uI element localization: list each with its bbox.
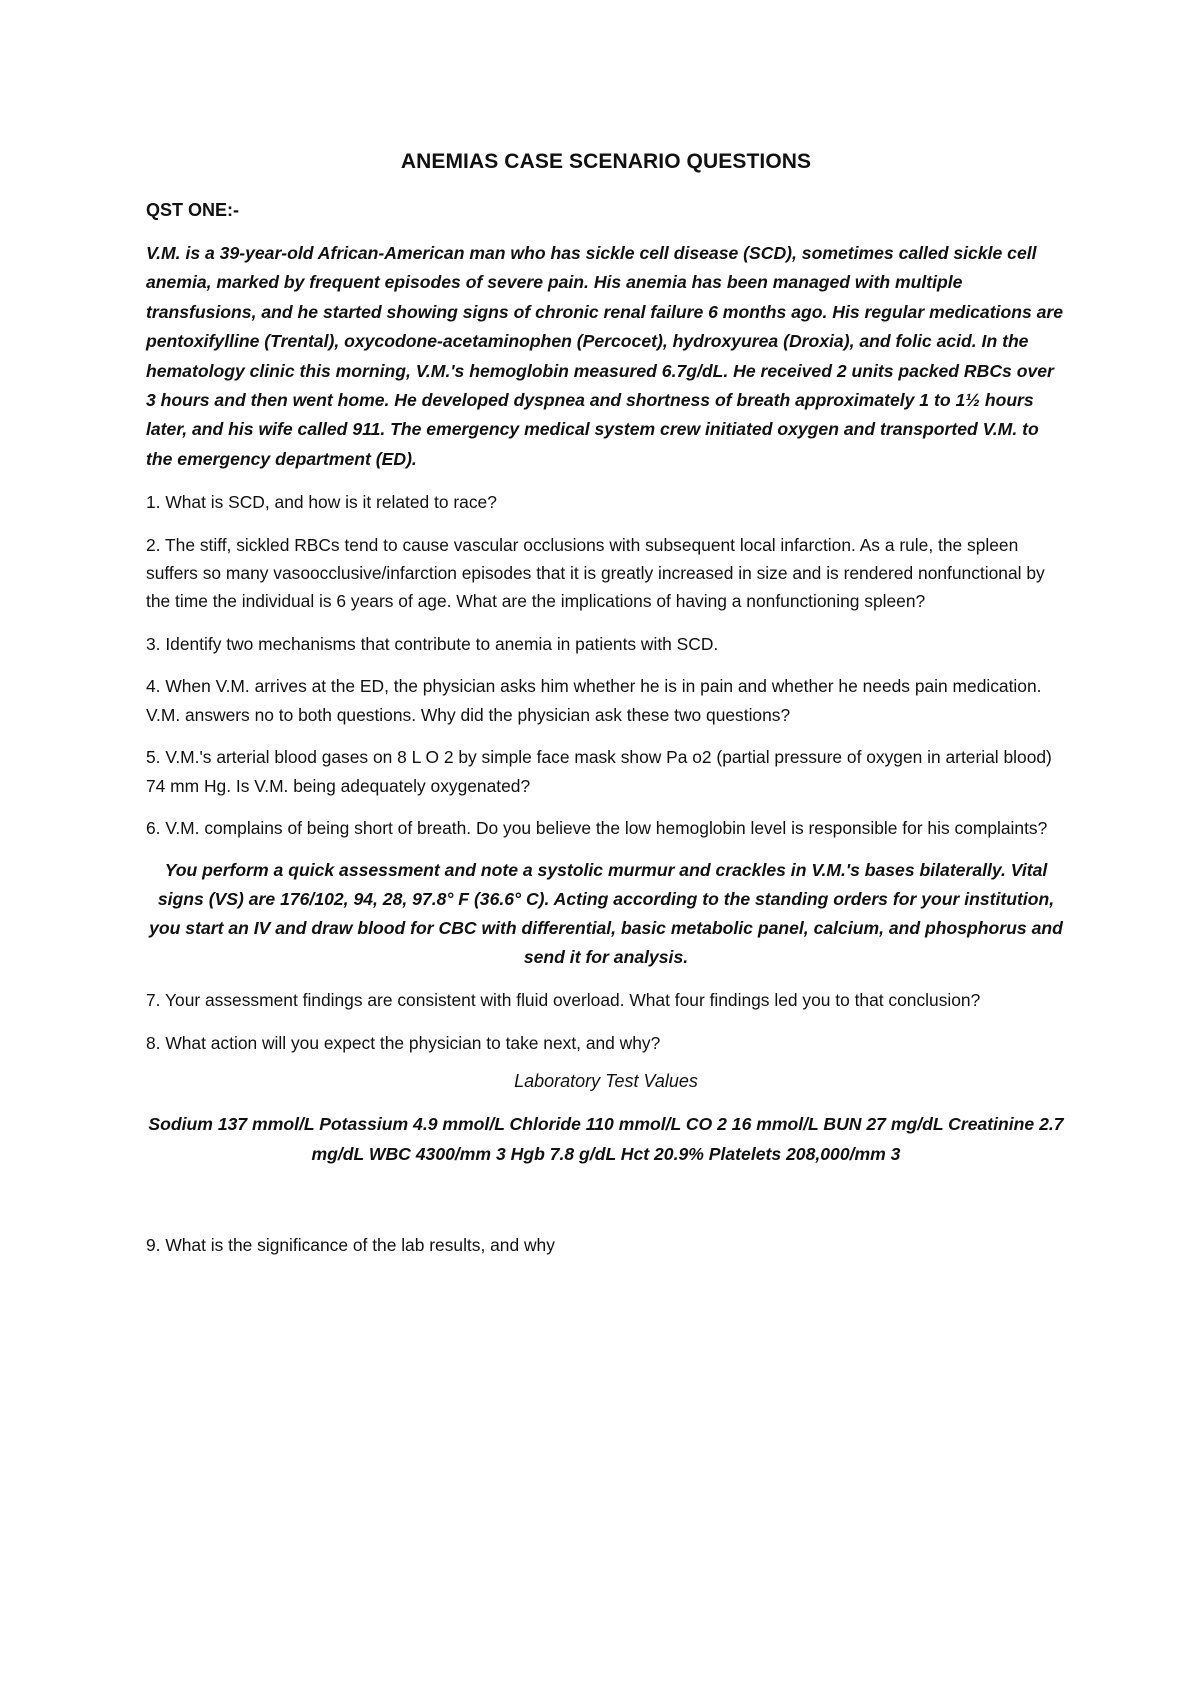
section-label: QST ONE:-	[146, 200, 239, 220]
question-5: 5. V.M.'s arterial blood gases on 8 L O 2 by simple face mask show Pa o2 (partial pressure of oxygen in arterial blood) 74 mm Hg. Is V.M. being adequately oxygenated?	[146, 747, 1052, 796]
case-scenario-paragraph: V.M. is a 39-year-old African-American man who has sickle cell disease (SCD), sometimes called sickle cell anemia, marked by frequent episodes of severe pain. His anemia has been managed with multiple transfusions, and he started showing signs of chronic renal failure 6 months ago. His regular medications are pentoxifylline (Trental), oxycodone-acetaminophen (Percocet), hydroxyurea (Droxia), and folic acid. In the hematology clinic this morning, V.M.'s hemoglobin measured 6.7g/dL. He received 2 units packed RBCs over 3 hours and then went home. He developed dyspnea and shortness of breath approximately 1 to 1½ hours later, and his wife called 911. The emergency medical system crew initiated oxygen and transported V.M. to the emergency department (ED).	[146, 243, 1064, 469]
document-body	[146, 150, 1066, 1273]
assessment-note: You perform a quick assessment and note a systolic murmur and crackles in V.M.'s bases bilaterally. Vital signs (VS) are 176/102, 94, 28, 97.8° F (36.6° C). Acting according to the standing orders for your institution, you start an IV and draw blood for CBC with differential, basic metabolic panel, calcium, and phosphorus and send it for analysis.	[149, 860, 1063, 968]
question-6: 6. V.M. complains of being short of breath. Do you believe the low hemoglobin level is responsible for his complaints?	[146, 817, 1048, 838]
question-4: 4. When V.M. arrives at the ED, the physician asks him whether he is in pain and whether he needs pain medication. V.M. answers no to both questions. Why did the physician ask these two questions?	[146, 676, 1042, 725]
question-2: 2. The stiff, sickled RBCs tend to cause vascular occlusions with subsequent local infarction. As a rule, the spleen suffers so many vasoocclusive/infarction episodes that it is greatly increased in size and is rendered nonfunctional by the time the individual is 6 years of age. What are the implications of having a nonfunctioning spleen?	[146, 534, 1045, 612]
question-3: 3. Identify two mechanisms that contribute to anemia in patients with SCD.	[146, 633, 719, 654]
lab-values-list: Sodium 137 mmol/L Potassium 4.9 mmol/L Chloride 110 mmol/L CO 2 16 mmol/L BUN 27 mg/dL Creatinine 2.7 mg/dL WBC 4300/mm 3 Hgb 7.8 g/dL Hct 20.9% Platelets 208,000/mm 3	[148, 1114, 1064, 1164]
question-1: 1. What is SCD, and how is it related to race?	[146, 492, 497, 513]
question-9: 9. What is the significance of the lab results, and why	[146, 1234, 555, 1255]
document-title: ANEMIAS CASE SCENARIO QUESTIONS	[400, 150, 812, 173]
question-8: 8. What action will you expect the physician to take next, and why?	[146, 1032, 661, 1053]
lab-values-title: Laboratory Test Values	[514, 1071, 698, 1092]
question-7: 7. Your assessment findings are consistent with fluid overload. What four findings led you to that conclusion?	[146, 990, 981, 1011]
